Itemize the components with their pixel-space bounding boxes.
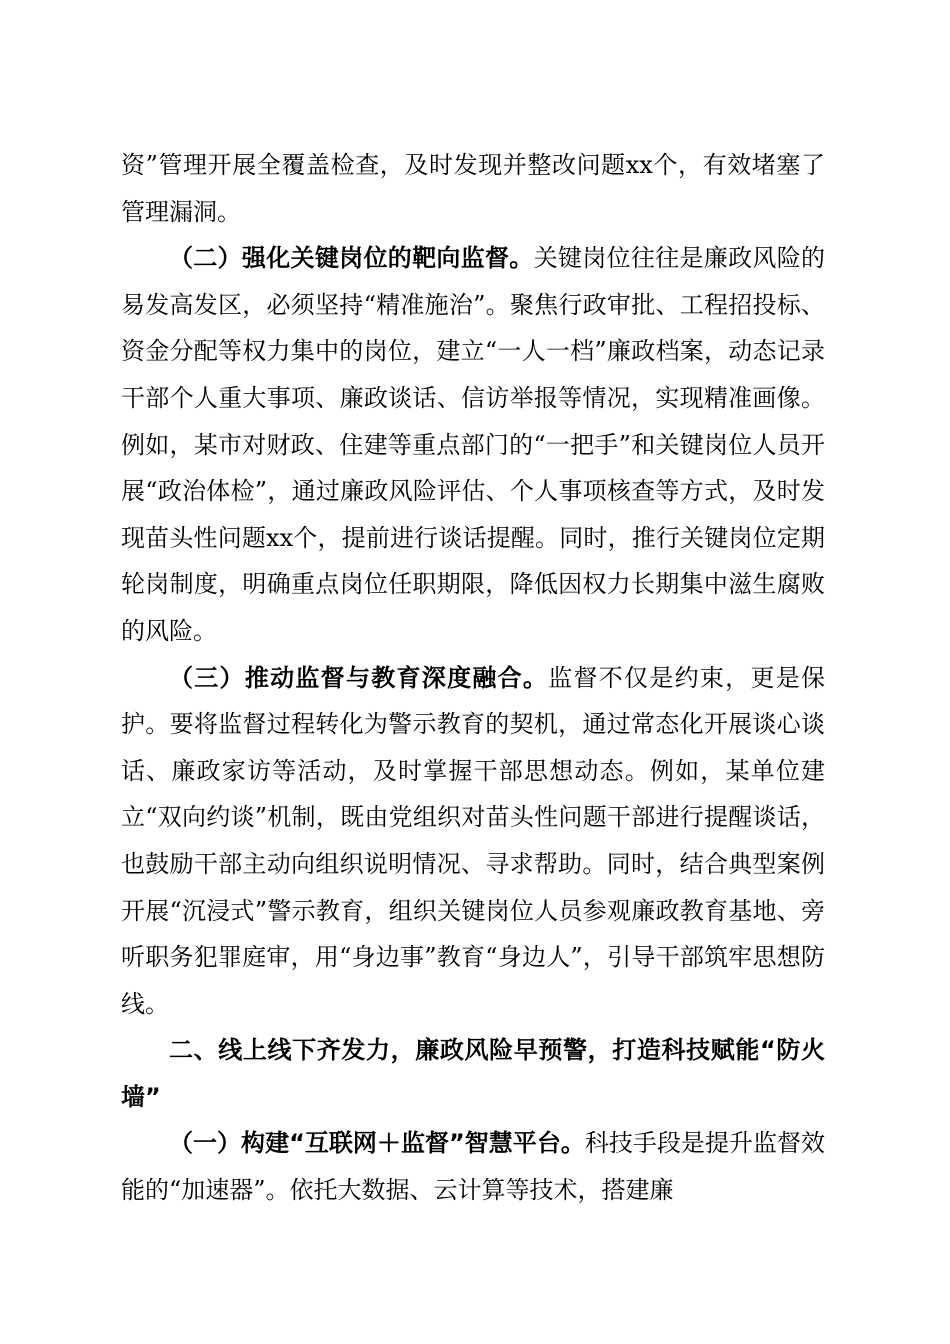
document-body [121, 142, 825, 1214]
paragraph-lead: （二）强化关键岗位的靶向监督。 [169, 244, 534, 273]
paragraph-lead: （三）推动监督与教育深度融合。 [169, 663, 549, 692]
paragraph-smart-platform [121, 1120, 825, 1213]
paragraph-key-position-supervision [121, 235, 825, 654]
paragraph-body: 科技手段是提升监督效能的“加速器”。依托大数据、云计算等技术，搭建廉 [121, 1129, 826, 1205]
paragraph-lead: （一）构建“互联网＋监督”智慧平台。 [169, 1129, 585, 1158]
paragraph-continuation [121, 142, 825, 235]
section-heading: 二、线上线下齐发力，廉政风险早预警，打造科技赋能“防火墙” [121, 1036, 825, 1111]
paragraph-body: 关键岗位往往是廉政风险的易发高发区，必须坚持“精准施治”。聚焦行政审批、工程招投标、资金分配等权力集中的岗位，建立“一人一档”廉政档案，动态记录干部个人重大事项、廉政谈话、信访举报等情况，实现精准画像。例如，某市对财政、住建等重点部门的“一把手”和关键岗位人员开展“政治体检”，通过廉政风险评估、个人事项核查等方式，及时发现苗头性问题xx个，提前进行谈话提醒。同时，推行关键岗位定期轮岗制度，明确重点岗位任职期限，降低因权力长期集中滋生腐败的风险。 [121, 244, 826, 645]
paragraph-body: 监督不仅是约束，更是保护。要将监督过程转化为警示教育的契机，通过常态化开展谈心谈话、廉政家访等活动，及时掌握干部思想动态。例如，某单位建立“双向约谈”机制，既由党组织对苗头性问题干部进行提醒谈话，也鼓励干部主动向组织说明情况、寻求帮助。同时，结合典型案例开展“沉浸式”警示教育，组织关键岗位人员参观廉政教育基地、旁听职务犯罪庭审，用“身边事”教育“身边人”，引导干部筑牢思想防线。 [121, 663, 826, 1018]
paragraph-text: 资”管理开展全覆盖检查，及时发现并整改问题xx个，有效堵塞了管理漏洞。 [121, 151, 825, 226]
paragraph-supervision-education [121, 655, 825, 1028]
